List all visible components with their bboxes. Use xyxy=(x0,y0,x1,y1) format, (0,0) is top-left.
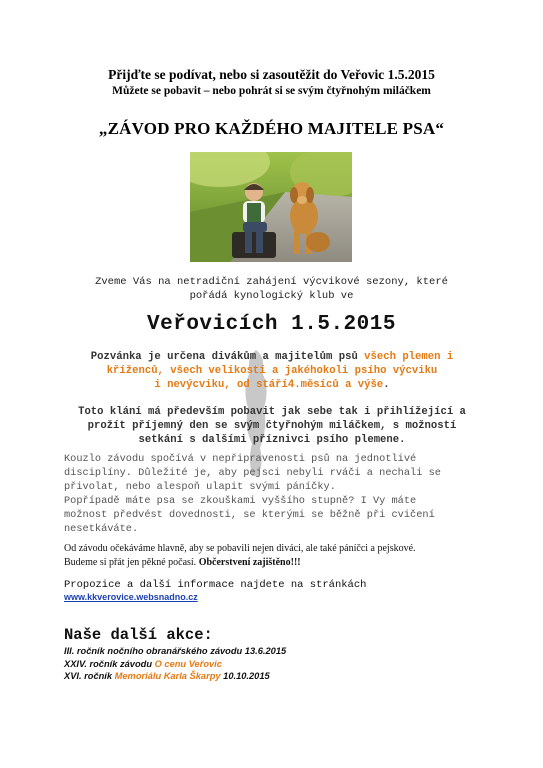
flyer-title: „ZÁVOD PRO KAŽDÉHO MAJITELE PSA“ xyxy=(98,119,445,138)
charm-line-5: možnost předvést dovednosti, se kterými se běžně při cvičení xyxy=(64,509,435,521)
info-paragraph: Propozice a další informace najdete na stránkách xyxy=(64,579,367,591)
event-item-3-name: Memoriálu Karla Škarpy xyxy=(114,671,221,681)
club-website-link[interactable]: www.kkverovice.websnadno.cz xyxy=(64,592,198,602)
charm-line-4: Popřípadě máte psa se zkouškami vyššího stupně? I Vy máte xyxy=(64,495,417,507)
event-item-2-name: O cenu Veřovic xyxy=(154,658,222,669)
invitation-line-2: pořádá kynologický klub ve xyxy=(189,290,354,302)
purpose-line-2: prožít příjemný den se svým čtyřnohým miláčkem, s možností xyxy=(87,420,457,432)
charm-line-6: nesetkáváte. xyxy=(64,523,139,535)
refreshments-note: Občerstvení zajištěno!!! xyxy=(198,557,301,568)
purpose-paragraph xyxy=(44,405,500,447)
expectation-text: Budeme si přát jen pěkné počasí. xyxy=(64,557,199,568)
event-item-2-text: XXIV. ročník závodu xyxy=(64,658,155,669)
audience-line-1 xyxy=(44,350,500,364)
charm-line-2: disciplíny. Důležité je, aby pejsci nebyli rváči a nechali se xyxy=(64,467,441,479)
expectation-line-1: Od závodu očekáváme hlavně, aby se pobavili nejen diváci, ale také páníčci a pejskové. xyxy=(64,543,416,554)
purpose-line-1: Toto klání má především pobavit jak sebe tak i přihlížející a xyxy=(78,406,466,418)
event-item-3 xyxy=(64,670,504,683)
event-item-1: III. ročník nočního obranářského závodu 13.6.2015 xyxy=(64,646,287,656)
expectation-paragraph xyxy=(64,542,494,570)
header-line-1: Přijďte se podívat, nebo si zasoutěžit do Veřovic 1.5.2015 xyxy=(108,67,435,82)
charm-line-3: přivolat, nebo alespoň ulapit svými páníčky. xyxy=(64,481,336,493)
header-line-2: Můžete se pobavit – nebo pohrát si se svým čtyřnohým miláčkem xyxy=(112,85,431,97)
upcoming-events-list xyxy=(64,645,504,683)
invitation-line-1: Zveme Vás na netradiční zahájení výcvikové sezony, které xyxy=(95,276,448,288)
upcoming-events-heading: Naše další akce: xyxy=(64,626,213,644)
audience-text-a: Pozvánka je určena divákům a majitelům psů xyxy=(90,351,365,363)
audience-text-e: . xyxy=(383,379,390,391)
event-item-2 xyxy=(64,658,504,671)
event-item-3-date: 10.10.2015 xyxy=(220,671,270,681)
purpose-line-3: setkání s dalšími příznivci psího plemene. xyxy=(138,434,406,446)
expectation-line-2 xyxy=(64,556,494,570)
audience-highlight-c: kříženců, všech velikostí a jakéhokoli psího výcviku xyxy=(106,365,438,377)
event-place-date: Veřovicích 1.5.2015 xyxy=(147,313,396,336)
audience-highlight-d: i nevýcviku, od stáří4.měsíců a výše xyxy=(154,379,384,391)
charm-paragraph xyxy=(64,452,494,536)
invitation-text xyxy=(40,275,503,303)
audience-paragraph xyxy=(44,350,500,392)
boy-and-dog-photo xyxy=(190,152,352,262)
audience-line-3 xyxy=(44,378,500,392)
event-item-3-text: XVI. ročník xyxy=(64,671,115,681)
charm-line-1: Kouzlo závodu spočívá v nepřipravenosti psů na jednotlivé xyxy=(64,453,417,465)
audience-highlight-b: všech plemen i xyxy=(364,351,454,363)
